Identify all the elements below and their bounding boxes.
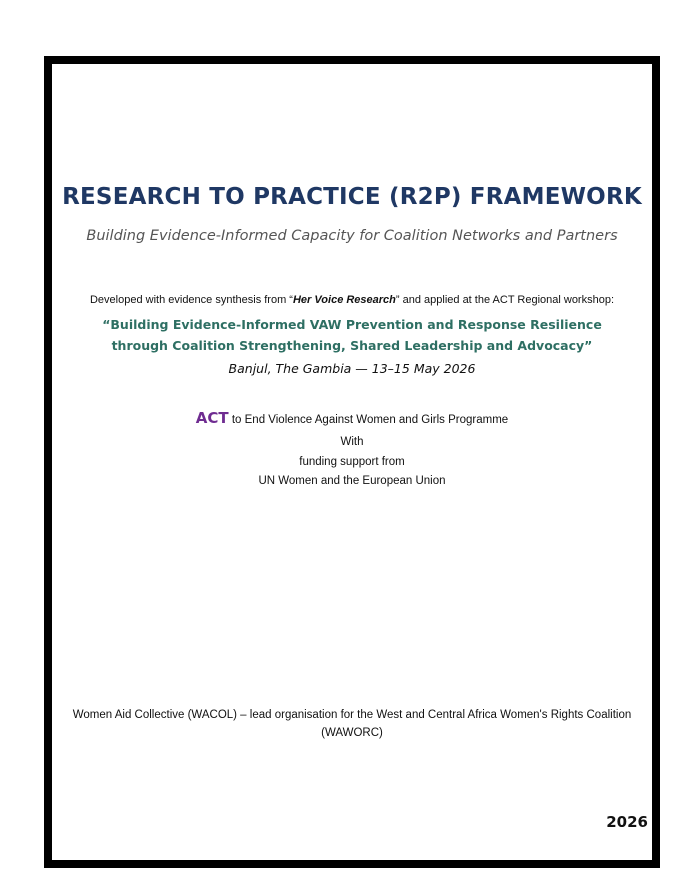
act-acronym: ACT: [195, 409, 229, 427]
document-subtitle: Building Evidence-Informed Capacity for Coalition Networks and Partners: [86, 228, 618, 244]
workshop-title: “Building Evidence-Informed VAW Prevention and Response Resilience through Coalition Strengthening, Shared Leadership and Advocacy”: [102, 317, 602, 353]
development-note-prefix: Developed with evidence synthesis from “: [89, 294, 293, 306]
programme-name: to End Violence Against Women and Girls Programme: [231, 414, 509, 426]
document-title: RESEARCH TO PRACTICE (R2P) FRAMEWORK: [62, 184, 642, 210]
funding-label: funding support from: [299, 456, 405, 468]
development-note-suffix: ” and applied at the ACT Regional workshop:: [395, 294, 615, 306]
publication-year: 2026: [606, 813, 648, 831]
lead-organisation: Women Aid Collective (WACOL) – lead organisation for the West and Central Africa Women's Rights Coalition (WAWORC): [72, 709, 632, 739]
evidence-source: Her Voice Research: [292, 294, 396, 306]
development-note: [52, 294, 652, 306]
funders: UN Women and the European Union: [258, 475, 446, 487]
with-label: With: [340, 436, 364, 448]
workshop-venue-date: Banjul, The Gambia — 13–15 May 2026: [228, 361, 476, 376]
programme-line: [52, 409, 652, 427]
cover-page-frame: [44, 56, 660, 868]
